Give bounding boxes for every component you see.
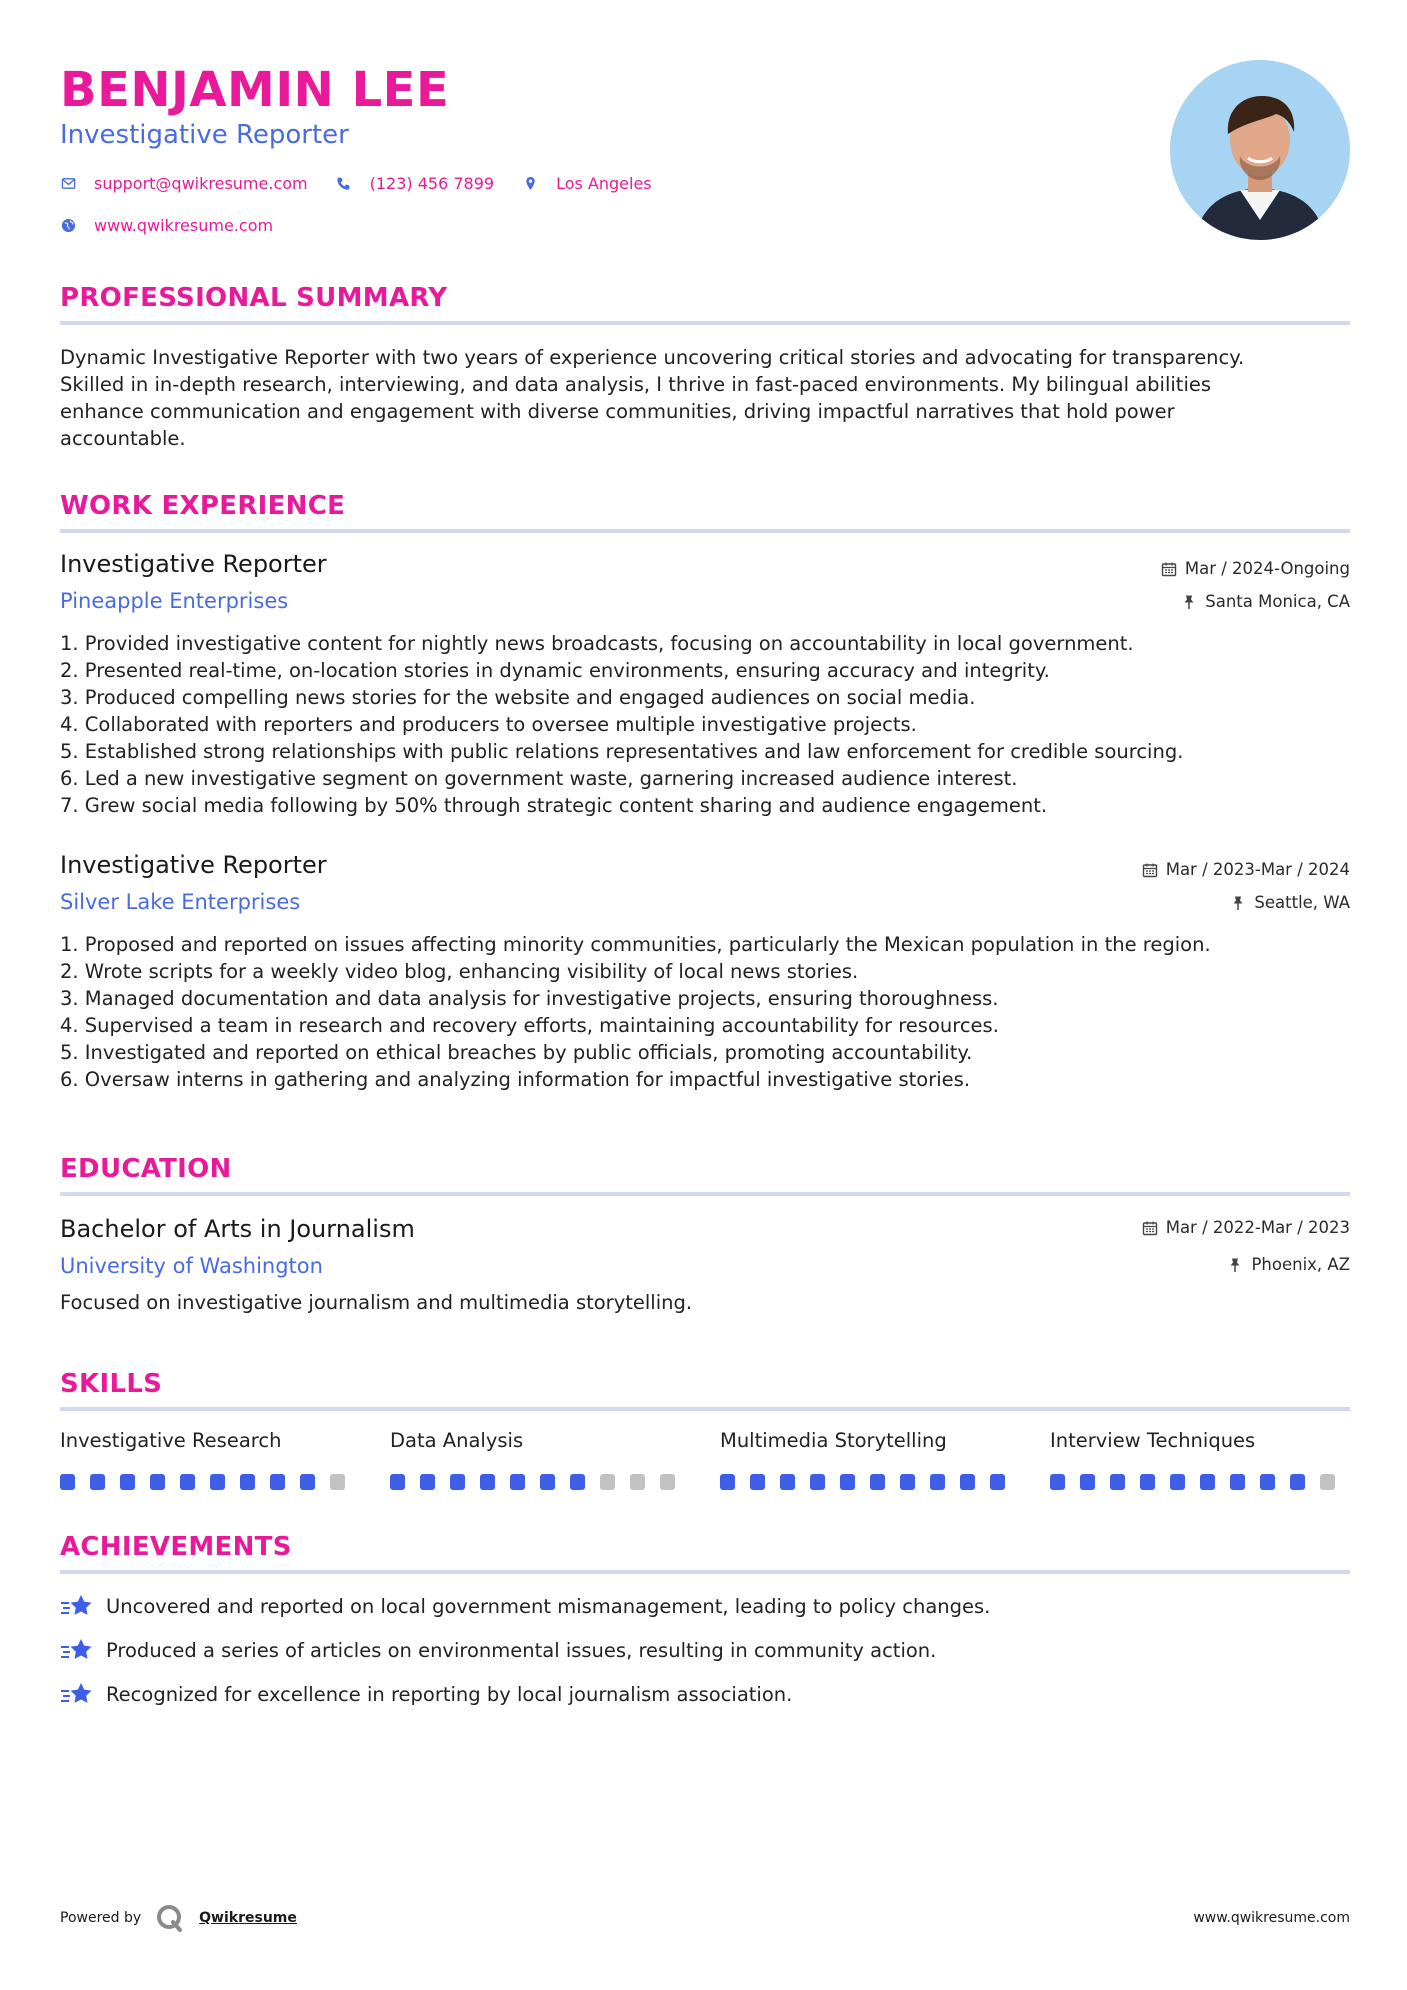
star-icon bbox=[60, 1681, 94, 1709]
skill-dot-filled bbox=[1230, 1474, 1245, 1490]
section-divider bbox=[60, 529, 1350, 533]
skill-item bbox=[720, 1428, 1020, 1490]
skill-dot-filled bbox=[570, 1474, 585, 1490]
list-item: 2. Wrote scripts for a weekly video blog, enhancing visibility of local news stories. bbox=[60, 960, 859, 983]
skill-dot-filled bbox=[720, 1474, 735, 1490]
contact-website[interactable] bbox=[60, 216, 273, 235]
education-location bbox=[1227, 1254, 1350, 1276]
map-pin-icon bbox=[522, 176, 538, 192]
skill-dot-filled bbox=[990, 1474, 1005, 1490]
globe-icon bbox=[60, 218, 76, 234]
education-description: Focused on investigative journalism and multimedia storytelling. bbox=[60, 1291, 693, 1314]
contact-email[interactable] bbox=[60, 174, 308, 193]
skill-item bbox=[60, 1428, 360, 1490]
brand-link[interactable]: Qwikresume bbox=[199, 1910, 297, 1926]
achievement-item bbox=[60, 1681, 792, 1709]
skill-dot-filled bbox=[1260, 1474, 1275, 1490]
calendar-icon bbox=[1161, 561, 1177, 577]
skill-dot-filled bbox=[90, 1474, 105, 1490]
section-divider bbox=[60, 1570, 1350, 1574]
skill-name: Data Analysis bbox=[390, 1429, 524, 1452]
skill-rating bbox=[1050, 1474, 1350, 1490]
skill-rating bbox=[60, 1474, 360, 1490]
summary-line: accountable. bbox=[60, 427, 186, 450]
calendar-icon bbox=[1142, 1220, 1158, 1236]
qwikresume-logo-icon bbox=[155, 1903, 185, 1933]
skill-dot-filled bbox=[450, 1474, 465, 1490]
website-text: www.qwikresume.com bbox=[94, 216, 274, 235]
pushpin-icon bbox=[1227, 1257, 1243, 1273]
skill-rating bbox=[390, 1474, 690, 1490]
list-item: 4. Collaborated with reporters and producers to oversee multiple investigative projects. bbox=[60, 713, 917, 736]
skill-dot-filled bbox=[210, 1474, 225, 1490]
skills-heading: SKILLS bbox=[60, 1369, 163, 1399]
skill-dot-empty bbox=[330, 1474, 345, 1490]
skill-name: Investigative Research bbox=[60, 1429, 282, 1452]
education-dates bbox=[1142, 1217, 1350, 1239]
job-dates-text: Mar / 2023-Mar / 2024 bbox=[1165, 860, 1350, 879]
skill-dot-filled bbox=[840, 1474, 855, 1490]
education-heading: EDUCATION bbox=[60, 1154, 232, 1184]
contact-row bbox=[60, 174, 680, 193]
education-dates-text: Mar / 2022-Mar / 2023 bbox=[1165, 1218, 1350, 1237]
skill-dot-filled bbox=[750, 1474, 765, 1490]
job-dates bbox=[1142, 859, 1350, 881]
skill-dot-filled bbox=[870, 1474, 885, 1490]
job-location-text: Santa Monica, CA bbox=[1205, 592, 1350, 611]
candidate-title: Investigative Reporter bbox=[60, 120, 349, 150]
skill-dot-filled bbox=[180, 1474, 195, 1490]
location-text: Los Angeles bbox=[556, 174, 652, 193]
job-dates bbox=[1161, 558, 1350, 580]
list-item: 1. Proposed and reported on issues affecting minority communities, particularly the Mexican population in the region. bbox=[60, 933, 1211, 956]
skill-dot-filled bbox=[1170, 1474, 1185, 1490]
powered-by-label: Powered by bbox=[60, 1910, 142, 1926]
skill-dot-filled bbox=[1200, 1474, 1215, 1490]
section-divider bbox=[60, 321, 1350, 325]
skill-dot-filled bbox=[120, 1474, 135, 1490]
pushpin-icon bbox=[1181, 594, 1197, 610]
skill-name: Interview Techniques bbox=[1050, 1429, 1256, 1452]
contact-row-2 bbox=[60, 216, 301, 235]
job-bullets bbox=[60, 931, 1350, 1093]
skill-dot-filled bbox=[390, 1474, 405, 1490]
avatar bbox=[1170, 60, 1350, 240]
resume-page bbox=[60, 0, 1350, 1990]
skill-dot-filled bbox=[780, 1474, 795, 1490]
skill-dot-filled bbox=[960, 1474, 975, 1490]
list-item: 6. Oversaw interns in gathering and analyzing information for impactful investigative stories. bbox=[60, 1068, 971, 1091]
star-icon bbox=[60, 1593, 94, 1621]
skill-dot-empty bbox=[660, 1474, 675, 1490]
list-item: 6. Led a new investigative segment on government waste, garnering increased audience interest. bbox=[60, 767, 1018, 790]
achievement-item bbox=[60, 1593, 990, 1621]
achievements-heading: ACHIEVEMENTS bbox=[60, 1532, 292, 1562]
section-divider bbox=[60, 1407, 1350, 1411]
school-name: University of Washington bbox=[60, 1254, 323, 1278]
achievement-text: Uncovered and reported on local government mismanagement, leading to policy changes. bbox=[106, 1595, 991, 1618]
list-item: 5. Investigated and reported on ethical breaches by public officials, promoting accountability. bbox=[60, 1041, 973, 1064]
skill-dot-filled bbox=[1080, 1474, 1095, 1490]
skill-dot-filled bbox=[930, 1474, 945, 1490]
job-title: Investigative Reporter bbox=[60, 851, 327, 879]
achievement-item bbox=[60, 1637, 936, 1665]
phone-text: (123) 456 7899 bbox=[369, 174, 495, 193]
skill-name: Multimedia Storytelling bbox=[720, 1429, 947, 1452]
skill-dot-filled bbox=[240, 1474, 255, 1490]
achievement-text: Recognized for excellence in reporting by local journalism association. bbox=[106, 1683, 793, 1706]
skill-dot-filled bbox=[60, 1474, 75, 1490]
skill-item bbox=[390, 1428, 690, 1490]
phone-icon bbox=[336, 176, 352, 192]
achievement-text: Produced a series of articles on environmental issues, resulting in community action. bbox=[106, 1639, 937, 1662]
job-location-text: Seattle, WA bbox=[1254, 893, 1350, 912]
skill-rating bbox=[720, 1474, 1020, 1490]
skill-dot-filled bbox=[810, 1474, 825, 1490]
experience-heading: WORK EXPERIENCE bbox=[60, 491, 346, 521]
job-company: Pineapple Enterprises bbox=[60, 589, 289, 613]
job-title: Investigative Reporter bbox=[60, 550, 327, 578]
skill-dot-filled bbox=[480, 1474, 495, 1490]
summary-text bbox=[60, 344, 1350, 452]
pushpin-icon bbox=[1230, 895, 1246, 911]
skill-dot-empty bbox=[630, 1474, 645, 1490]
skill-dot-filled bbox=[300, 1474, 315, 1490]
list-item: 3. Produced compelling news stories for the website and engaged audiences on social media. bbox=[60, 686, 976, 709]
skill-dot-empty bbox=[1320, 1474, 1335, 1490]
skill-dot-filled bbox=[1110, 1474, 1125, 1490]
calendar-icon bbox=[1142, 862, 1158, 878]
list-item: 1. Provided investigative content for nightly news broadcasts, focusing on accountability in local government. bbox=[60, 632, 1134, 655]
skill-dot-filled bbox=[1140, 1474, 1155, 1490]
skill-dot-filled bbox=[540, 1474, 555, 1490]
email-text: support@qwikresume.com bbox=[94, 174, 308, 193]
candidate-name: BENJAMIN LEE bbox=[60, 62, 450, 118]
footer bbox=[60, 1900, 1350, 1936]
list-item: 2. Presented real-time, on-location stories in dynamic environments, ensuring accuracy and integrity. bbox=[60, 659, 1050, 682]
job-bullets bbox=[60, 630, 1350, 819]
job-location bbox=[1230, 892, 1350, 914]
star-icon bbox=[60, 1637, 94, 1665]
envelope-icon bbox=[60, 176, 76, 192]
skill-dot-empty bbox=[600, 1474, 615, 1490]
skill-dot-filled bbox=[900, 1474, 915, 1490]
skill-dot-filled bbox=[510, 1474, 525, 1490]
footer-website[interactable]: www.qwikresume.com bbox=[1193, 1910, 1350, 1926]
job-location bbox=[1181, 591, 1350, 613]
skill-dot-filled bbox=[1290, 1474, 1305, 1490]
skill-dot-filled bbox=[270, 1474, 285, 1490]
skill-dot-filled bbox=[420, 1474, 435, 1490]
summary-heading: PROFESSIONAL SUMMARY bbox=[60, 283, 448, 313]
summary-line: Skilled in in-depth research, interviewing, and data analysis, I thrive in fast-paced environments. My bilingual abilities bbox=[60, 373, 1212, 396]
skill-dot-filled bbox=[1050, 1474, 1065, 1490]
section-divider bbox=[60, 1192, 1350, 1196]
degree-title: Bachelor of Arts in Journalism bbox=[60, 1215, 415, 1243]
education-location-text: Phoenix, AZ bbox=[1251, 1255, 1350, 1274]
contact-phone[interactable] bbox=[336, 174, 494, 193]
contact-location bbox=[522, 174, 652, 193]
job-dates-text: Mar / 2024-Ongoing bbox=[1184, 559, 1350, 578]
list-item: 4. Supervised a team in research and recovery efforts, maintaining accountability for resources. bbox=[60, 1014, 999, 1037]
skill-dot-filled bbox=[150, 1474, 165, 1490]
summary-line: enhance communication and engagement with diverse communities, driving impactful narratives that hold power bbox=[60, 400, 1175, 423]
summary-line: Dynamic Investigative Reporter with two years of experience uncovering critical stories and advocating for transparency. bbox=[60, 346, 1245, 369]
job-company: Silver Lake Enterprises bbox=[60, 890, 301, 914]
list-item: 3. Managed documentation and data analysis for investigative projects, ensuring thoroughness. bbox=[60, 987, 999, 1010]
skill-item bbox=[1050, 1428, 1350, 1490]
list-item: 7. Grew social media following by 50% through strategic content sharing and audience engagement. bbox=[60, 794, 1048, 817]
list-item: 5. Established strong relationships with public relations representatives and law enforcement for credible sourcing. bbox=[60, 740, 1184, 763]
